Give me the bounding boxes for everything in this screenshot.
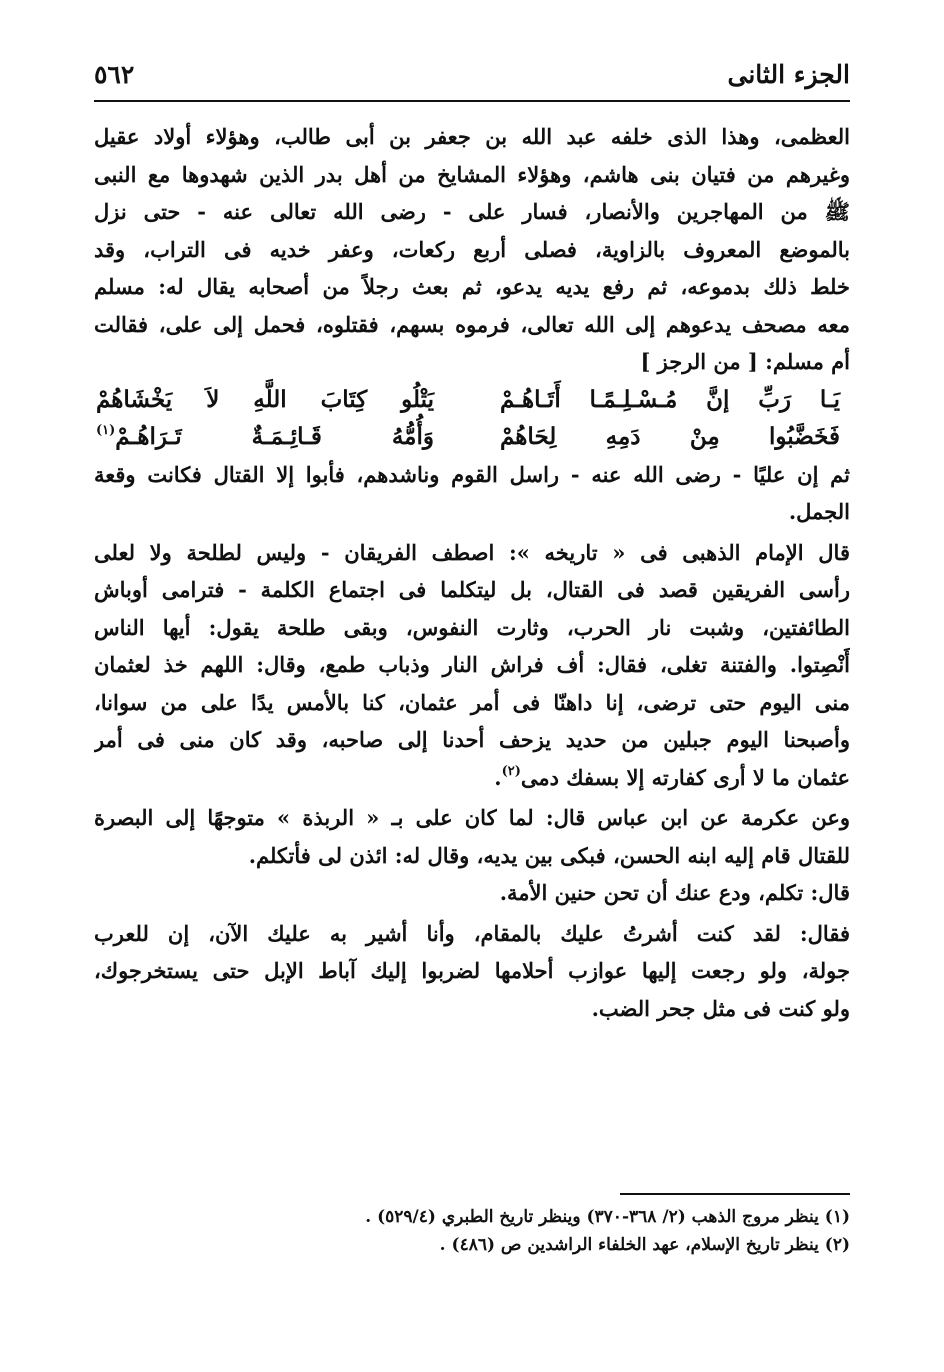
- text-line: أَنْصِتوا. والفتنة تغلى، فقال: أف فراش النار وذباب طمع، وقال: اللهم خذ لعثمان: [94, 652, 850, 677]
- footnote-ref: (٢): [501, 763, 521, 779]
- poem: [94, 381, 850, 456]
- paragraph-6: [94, 915, 850, 1028]
- text-line: ولو كنت فى مثل جحر الضب.: [591, 995, 850, 1021]
- footnote-separator: [620, 1193, 850, 1195]
- verse-hemistich: يَتْلُو كِتَابَ اللَّهِ لاَ يَخْشَاهُمْ: [96, 385, 434, 413]
- paragraph-2: [94, 456, 850, 531]
- text-line: ثم إن عليًا - رضى الله عنه - راسل القوم وناشدهم، فأبوا إلا القتال فكانت وقعة: [94, 461, 850, 487]
- text-line: خلط ذلك بدموعه، ثم رفع يديه يدعو، ثم بعث رجلاً من أصحابه يقال له: مسلم: [94, 274, 850, 299]
- text-line: وغيرهم من فتيان بنى هاشم، وهؤلاء المشايخ من أهل بدر الذين شهدوها مع النبى: [94, 161, 850, 187]
- text-line: قال: تكلم، ودع عنك أن تحن حنين الأمة.: [499, 880, 850, 905]
- page-number: ٥٦٢: [94, 60, 135, 89]
- paragraph-3: [94, 534, 850, 797]
- paragraph-5: [94, 874, 850, 912]
- line-end: .: [494, 764, 502, 790]
- footnotes: [94, 1203, 850, 1259]
- line-text: عثمان ما لا أرى كفارته إلا بسفك دمى: [520, 764, 850, 790]
- text-line: الطائفتين، وشبت نار الحرب، وثارت النفوس، وبقى طلحة يقول: أيها الناس: [94, 614, 850, 640]
- paragraph-1: [94, 118, 850, 381]
- text-line: قال الإمام الذهبى فى « تاريخه »: اصطف الفريقان - وليس لطلحة ولا لعلى: [94, 539, 850, 565]
- text-line: منى اليوم حتى ترضى، إنا داهنّا فى أمر عثمان، كنا بالأمس يدًا على من سوانا،: [94, 689, 850, 715]
- text-line: الجمل.: [788, 499, 850, 524]
- poem-verse: [94, 418, 850, 456]
- main-text: [94, 118, 850, 1027]
- footnote: (١) ينظر مروج الذهب (٢/ ٣٦٨-٣٧٠) وينظر تاريخ الطبري (٥٢٩/٤) .: [365, 1207, 850, 1227]
- text-line: جولة، ولو رجعت إليها عوازب أحلامها لضربوا إليك آباط الإبل حتى يستخرجوك،: [94, 958, 850, 983]
- poem-verse: [94, 381, 850, 419]
- running-header: [94, 56, 850, 102]
- text-line: [94, 759, 850, 797]
- text-line: رأسى الفريقين قصد فى القتال، بل ليتكلما فى اجتماع الكلمة - فترامى أوباش: [94, 577, 850, 602]
- verse-hemistich: يَـا رَبِّ إنَّ مُـسْـلِـمًـا أَتَـاهُـمْ: [500, 385, 840, 413]
- footnote-ref: (١): [96, 423, 116, 438]
- verse-text: وَأُمُّهُ قَـائِـمَـةٌ تَـرَاهُـمْ: [115, 423, 434, 450]
- text-line: للقتال قام إليه ابنه الحسن، فبكى بين يديه، وقال له: ائذن لى فأتكلم.: [248, 842, 850, 868]
- verse-hemistich: [96, 418, 434, 456]
- text-line: بالموضع المعروف بالزاوية، فصلى أربع ركعات، وعفر خديه فى التراب، وقد: [94, 236, 850, 262]
- text-line: فقال: لقد كنت أشرتُ عليك بالمقام، وأنا أشير به عليك الآن، إن للعرب: [94, 920, 850, 946]
- text-line: وأصبحنا اليوم جبلين من حديد يزحف أحدنا إلى صاحبه، وقد كان منى فى أمر: [94, 727, 850, 752]
- text-line: أم مسلم: [ من الرجز ]: [640, 349, 850, 374]
- verse-hemistich: فَخَضَّبُوا مِنْ دَمِهِ لِحَاهُمْ: [500, 423, 840, 450]
- text-line: معه مصحف يدعوهم إلى الله تعالى، فرموه بسهم، فقتلوه، فحمل إلى على، فقالت: [94, 311, 850, 337]
- footnote: (٢) ينظر تاريخ الإسلام، عهد الخلفاء الراشدين ص (٤٨٦) .: [439, 1235, 850, 1255]
- text-line: ﷺ من المهاجرين والأنصار، فسار على - رضى الله تعالى عنه - حتى نزل: [94, 199, 850, 224]
- text-line: العظمى، وهذا الذى خلفه عبد الله بن جعفر بن أبى طالب، وهؤلاء أولاد عقيل: [94, 124, 850, 149]
- paragraph-4: [94, 799, 850, 874]
- header-title: الجزء الثانى: [727, 60, 850, 89]
- text-line: وعن عكرمة عن ابن عباس قال: لما كان على بـ « الربذة » متوجهًا إلى البصرة: [94, 805, 850, 830]
